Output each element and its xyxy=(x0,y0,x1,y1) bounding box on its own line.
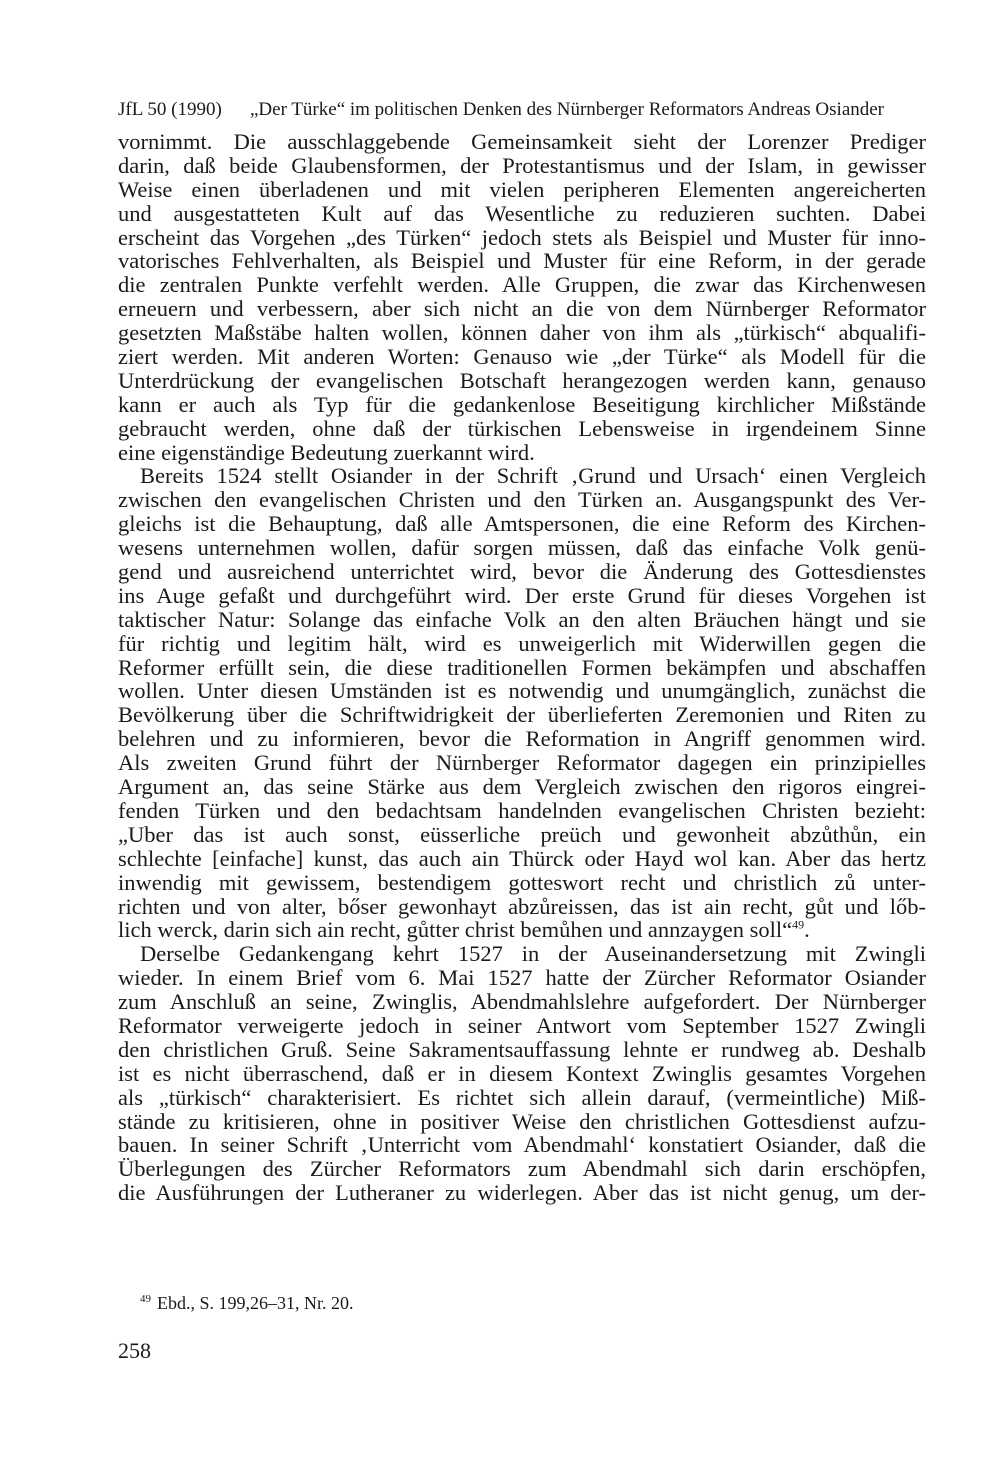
text-line-content: wieder. In einem Brief vom 6. Mai 1527 hatte der Zürcher Reformator Osiander xyxy=(118,965,926,991)
text-line xyxy=(118,775,926,799)
text-line-content: ist es nicht überraschend, daß er in diesem Kontext Zwinglis gesamtes Vorgehen xyxy=(118,1060,926,1086)
text-line-content: als „türkisch“ charakterisiert. Es richtet sich allein darauf, (vermeintliche) Miß- xyxy=(118,1084,926,1110)
text-line xyxy=(118,488,926,512)
text-line xyxy=(118,178,926,202)
text-line-content: Argument an, das seine Stärke aus dem Vergleich zwischen den rigoros eingrei- xyxy=(118,774,926,800)
text-line-content: Unterdrückung der evangelischen Botschaft herangezogen werden kann, genauso xyxy=(118,367,926,393)
text-line-content: bauen. In seiner Schrift ‚Unterricht vom Abendmahl‘ konstatiert Osiander, daß die xyxy=(118,1132,926,1158)
text-line-content: Bevölkerung über die Schriftwidrigkeit der überlieferten Zeremonien und Riten zu xyxy=(118,702,926,728)
text-line xyxy=(118,202,926,226)
text-line-content: wesens unternehmen wollen, dafür sorgen müssen, daß das einfache Volk genü- xyxy=(118,535,926,561)
text-line-content: Weise einen überladenen und mit vielen peripheren Elementen angereicherten xyxy=(118,176,926,202)
text-line xyxy=(118,799,926,823)
text-line xyxy=(118,1133,926,1157)
footnote-text: Ebd., S. 199,26–31, Nr. 20. xyxy=(157,1293,354,1313)
text-line-content: eine eigenständige Bedeutung zuerkannt wird. xyxy=(118,439,535,465)
text-line-content: belehren und zu informieren, bevor die Reformation in Angriff genommen wird. xyxy=(118,726,926,752)
text-line xyxy=(118,249,926,273)
text-line-content: „Uber das ist auch sonst, eüsserliche preüch und gewonheit abzůthůn, ein xyxy=(118,821,926,847)
text-line-content: stände zu kritisieren, ohne in positiver Weise den christlichen Gottesdienst aufzu- xyxy=(118,1108,926,1134)
text-line-content: gesetzten Maßstäbe halten wollen, können daher von ihm als „türkisch“ abqualifi- xyxy=(118,320,926,346)
text-line-content: gleichs ist die Behauptung, daß alle Amtspersonen, die eine Reform des Kirchen- xyxy=(118,511,926,537)
text-line xyxy=(118,464,926,488)
text-line xyxy=(118,703,926,727)
text-line-content: fenden Türken und den bedachtsam handelnden evangelischen Christen bezieht: xyxy=(118,797,926,823)
text-line-content: lich werck, darin sich ain recht, gůtter christ bemůhen und annzaygen soll“ xyxy=(118,917,793,943)
footnote xyxy=(140,1292,354,1314)
text-line-content: für richtig und legitim hält, wird es unweigerlich mit Widerwillen gegen die xyxy=(118,630,926,656)
text-line xyxy=(118,871,926,895)
text-line xyxy=(118,608,926,632)
text-line xyxy=(118,1062,926,1086)
text-line xyxy=(118,297,926,321)
text-line xyxy=(118,990,926,1014)
text-line-content: kann er auch als Typ für die gedankenlose Beseitigung kirchlicher Mißstände xyxy=(118,391,926,417)
text-line-content: und ausgestatteten Kult auf das Wesentliche zu reduzieren suchten. Dabei xyxy=(118,200,926,226)
text-line-content: Derselbe Gedankengang kehrt 1527 in der Auseinandersetzung mit Zwingli xyxy=(140,941,926,967)
text-line-content: wollen. Unter diesen Umständen ist es notwendig und unumgänglich, zunächst die xyxy=(118,678,926,704)
text-line xyxy=(118,1157,926,1181)
text-line-content: gebraucht werden, ohne daß der türkischen Lebensweise in irgendeinem Sinne xyxy=(118,415,926,441)
text-line xyxy=(118,417,926,441)
text-line xyxy=(118,512,926,536)
text-line xyxy=(118,823,926,847)
text-line-content: inwendig mit gewissem, bestendigem gotteswort recht und christlich zů unter- xyxy=(118,869,926,895)
text-line xyxy=(118,393,926,417)
text-line xyxy=(118,656,926,680)
text-line-content: erneuern und verbessern, aber sich nicht an die von dem Nürnberger Reformator xyxy=(118,296,926,322)
text-line xyxy=(118,584,926,608)
text-line xyxy=(118,273,926,297)
text-line-content: Als zweiten Grund führt der Nürnberger Reformator dagegen ein prinzipielles xyxy=(118,750,926,776)
page-number: 258 xyxy=(118,1338,151,1363)
text-line: lich werck, darin sich ain recht, gůtter christ bemůhen und annzaygen soll“$^{49}$. xyxy=(118,917,810,943)
text-line xyxy=(118,1086,926,1110)
text-line xyxy=(118,536,926,560)
text-line-content: Reformator verweigerte jedoch in seiner Antwort vom September 1527 Zwingli xyxy=(118,1012,926,1038)
text-line xyxy=(118,345,926,369)
text-line-content: die zentralen Punkte verfehlt werden. Alle Gruppen, die zwar das Kirchenwesen xyxy=(118,272,926,298)
text-line-content: richten und von alter, bőser gewonhayt abzůreissen, das ist ain recht, gůt und lőb- xyxy=(118,893,926,919)
text-line-content: Überlegungen des Zürcher Reformators zum Abendmahl sich darin erschöpfen, xyxy=(118,1156,926,1182)
text-line-content: die Ausführungen der Lutheraner zu widerlegen. Aber das ist nicht genug, um der- xyxy=(118,1180,926,1206)
text-line-content: ins Auge gefaßt und durchgeführt wird. Der erste Grund für dieses Vorgehen ist xyxy=(118,582,926,608)
text-line-content: darin, daß beide Glaubensformen, der Protestantismus und der Islam, in gewisser xyxy=(118,152,926,178)
text-line xyxy=(118,1110,926,1134)
running-title: „Der Türke“ im politischen Denken des Nürnberger Reformators Andreas Osiander xyxy=(250,99,885,120)
text-line xyxy=(118,1181,926,1205)
text-line-content: Bereits 1524 stellt Osiander in der Schrift ‚Grund und Ursach‘ einen Vergleich xyxy=(140,463,926,489)
text-line-content: ziert werden. Mit anderen Worten: Genauso wie „der Türke“ als Modell für die xyxy=(118,344,926,370)
text-line-content: Reformer erfüllt sein, die diese traditionellen Formen bekämpfen und abschaffen xyxy=(118,654,926,680)
text-line xyxy=(118,130,926,154)
journal-citation: JfL 50 (1990) xyxy=(118,99,222,120)
text-line xyxy=(118,632,926,656)
text-line xyxy=(118,154,926,178)
text-line-content: schlechte [einfache] kunst, das auch ain Thürck oder Hayd wol kan. Aber das hertz xyxy=(118,845,926,871)
text-line-content: den christlichen Gruß. Seine Sakramentsauffassung lehnte er rundweg ab. Deshalb xyxy=(118,1036,926,1062)
running-head xyxy=(118,98,926,122)
text-line xyxy=(118,942,926,966)
text-line xyxy=(118,895,926,919)
text-line-content: vornimmt. Die ausschlaggebende Gemeinsamkeit sieht der Lorenzer Prediger xyxy=(118,129,926,154)
text-line xyxy=(118,226,926,250)
text-line-content: zwischen den evangelischen Christen und den Türken an. Ausgangspunkt des Ver- xyxy=(118,487,926,513)
text-line-content: gend und ausreichend unterrichtet wird, bevor die Änderung des Gottesdienstes xyxy=(118,559,926,585)
text-line-content: vatorisches Fehlverhalten, als Beispiel und Muster für eine Reform, in der gerade xyxy=(118,248,926,274)
footnote-reference: 49 xyxy=(792,917,805,932)
text-line xyxy=(118,966,926,990)
text-line xyxy=(118,847,926,871)
text-line xyxy=(118,751,926,775)
text-line xyxy=(118,679,926,703)
text-line xyxy=(118,727,926,751)
text-line-content: taktischer Natur: Solange das einfache Volk an den alten Bräuchen hängt und sie xyxy=(118,606,926,632)
footnote-number: 49 xyxy=(140,1293,151,1305)
text-line-content: zum Anschluß an seine, Zwinglis, Abendmahlslehre aufgefordert. Der Nürnberger xyxy=(118,989,926,1015)
text-line-content: erscheint das Vorgehen „des Türken“ jedoch stets als Beispiel und Muster für inno- xyxy=(118,224,926,250)
text-line xyxy=(118,1014,926,1038)
text-line xyxy=(118,321,926,345)
text-line xyxy=(118,1038,926,1062)
text-line xyxy=(118,560,926,584)
text-line xyxy=(118,369,926,393)
text-line xyxy=(118,441,926,465)
body-text xyxy=(118,130,926,1205)
